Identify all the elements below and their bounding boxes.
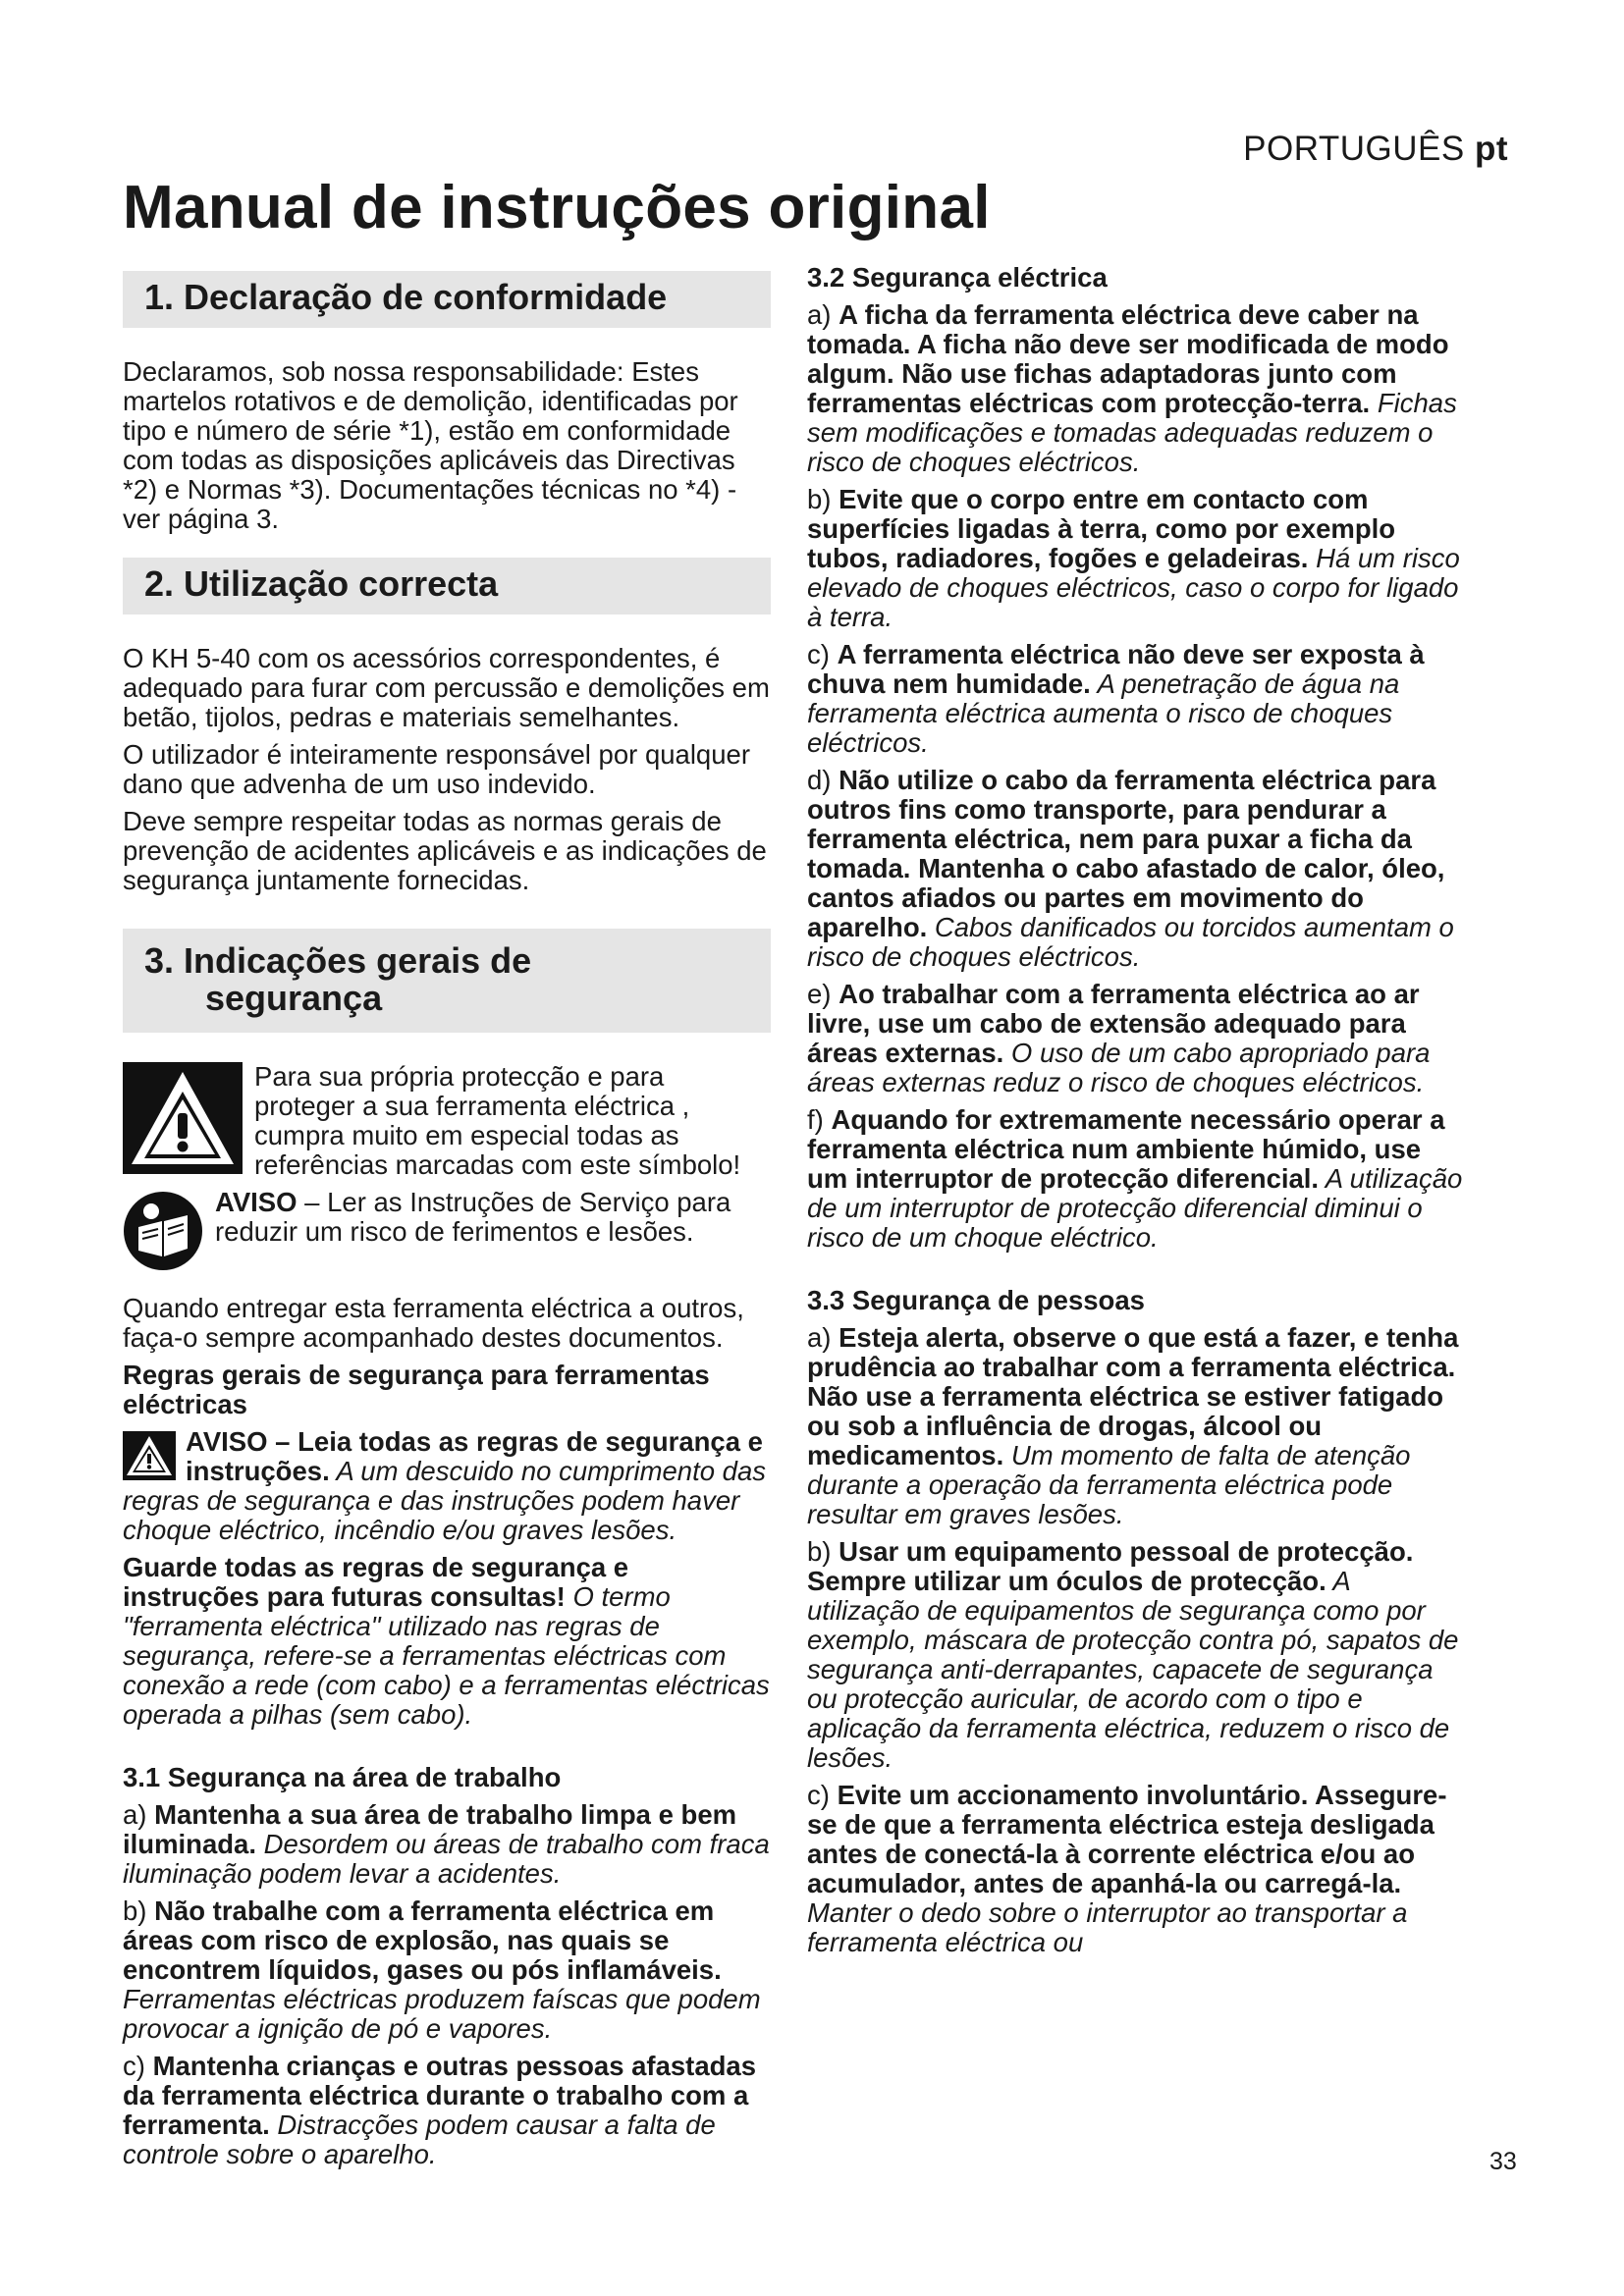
page-title: Manual de instruções original [123, 174, 991, 241]
read-manual-icon [123, 1188, 203, 1280]
section-2-heading: 2. Utilização correcta [123, 558, 771, 614]
section-1-heading: 1. Declaração de conformidade [123, 271, 771, 328]
s32-item-d: d) Não utilize o cabo da ferramenta eléctrica para outros fins como transporte, para pendurar a ferramenta eléctrica, nem para puxar a ficha da tomada. Mantenha o cabo afastado de calor, óleo, cantos afiados ou partes em movimento do aparelho. Cabos danificados ou torcidos aumentam o risco de choques eléctricos. [807, 765, 1454, 972]
s33-item-b: b) Usar um equipamento pessoal de protecção. Sempre utilizar um óculos de protecção. A utilização de equipamentos de segurança como por exemplo, máscara de protecção contra pó, sapatos de segurança anti-derrapantes, capacete de segurança ou protecção auricular, de acordo com o tipo e aplicação da ferramenta eléctrica, reduzem o risco de lesões. [807, 1536, 1459, 1773]
left-column [123, 271, 771, 2177]
right-column [807, 263, 1463, 1965]
rules-heading: Regras gerais de segurança para ferramentas eléctricas [123, 1360, 710, 1419]
s32-item-e: e) Ao trabalhar com a ferramenta eléctrica ao ar livre, use um cabo de extensão adequado para áreas externas. O uso de um cabo apropriado para áreas externas reduz o risco de choques eléctricos. [807, 979, 1431, 1097]
keep-rules: Guarde todas as regras de segurança e instruções para futuras consultas! O termo "ferramenta eléctrica" utilizado nas regras de segurança, refere-se a ferramentas eléctricas com conexão a rede (com cabo) e a ferramentas eléctricas operada a pilhas (sem cabo). [123, 1552, 770, 1730]
section-1-body: Declaramos, sob nossa responsabilidade: Estes martelos rotativos e de demolição, identificadas por tipo e número de série *1), estão em conformidade com todas as disposições aplicáveis das Directivas *2) e Normas *3). Documentações técnicas no *4) - ver página 3. [123, 356, 738, 534]
section-2-p2: O utilizador é inteiramente responsável por qualquer dano que advenha de um uso indevido. [123, 739, 750, 799]
page-number: 33 [1489, 2148, 1517, 2175]
warning-triangle-icon [123, 1062, 243, 1180]
section-3-1-heading: 3.1 Segurança na área de trabalho [123, 1762, 562, 1792]
warning-symbol-note: Para sua própria protecção e para proteger a sua ferramenta eléctrica , cumpra muito em especial todas as referências marcadas com este símbolo! [123, 1062, 771, 1180]
s32-item-c: c) A ferramenta eléctrica não deve ser exposta à chuva nem humidade. A penetração de água na ferramenta eléctrica aumenta o risco de choques eléctricos. [807, 639, 1425, 758]
section-2-p3: Deve sempre respeitar todas as normas gerais de prevenção de acidentes aplicáveis e as indicações de segurança juntamente fornecidas. [123, 806, 767, 895]
aviso-rules: AVISO – Leia todas as regras de segurança e instruções. A um descuido no cumprimento das regras de segurança e das instruções podem haver choque eléctrico, incêndio e/ou graves lesões. [123, 1426, 767, 1545]
section-2-p1: O KH 5-40 com os acessórios correspondentes, é adequado para furar com percussão e demolições em betão, tijolos, pedras e materiais semelhantes. [123, 643, 770, 732]
s31-item-b: b) Não trabalhe com a ferramenta eléctrica em áreas com risco de explosão, nas quais se encontrem líquidos, gases ou pós inflamáveis. Ferramentas eléctricas produzem faíscas que podem provocar a ignição de pó e vapores. [123, 1896, 761, 2044]
section-3-heading: 3. Indicações gerais de segurança [123, 929, 771, 1033]
s32-item-f: f) Aquando for extremamente necessário operar a ferramenta eléctrica num ambiente húmido, use um interruptor de protecção diferencial. A utilização de um interruptor de protecção diferencial diminui o risco de um choque eléctrico. [807, 1104, 1463, 1253]
s33-item-a: a) Esteja alerta, observe o que está a fazer, e tenha prudência ao trabalhar com a ferramenta eléctrica. Não use a ferramenta eléctrica se estiver fatigado ou sob a influência de drogas, álcool ou medicamentos. Um momento de falta de atenção durante a operação da ferramenta eléctrica pode resultar em graves lesões. [807, 1322, 1459, 1529]
s32-item-b: b) Evite que o corpo entre em contacto com superfícies ligadas à terra, como por exemplo tubos, radiadores, fogões e geladeiras. Há um risco elevado de choques eléctricos, caso o corpo for ligado à terra. [807, 484, 1460, 632]
section-3-2-heading: 3.2 Segurança eléctrica [807, 262, 1108, 293]
read-manual-note: AVISO – Ler as Instruções de Serviço para reduzir um risco de ferimentos e lesões. [123, 1188, 771, 1280]
warning-small-icon [123, 1431, 176, 1486]
handover-note: Quando entregar esta ferramenta eléctrica a outros, faça-o sempre acompanhado destes documentos. [123, 1293, 744, 1353]
section-3-3-heading: 3.3 Segurança de pessoas [807, 1285, 1145, 1315]
s31-item-c: c) Mantenha crianças e outras pessoas afastadas da ferramenta eléctrica durante o trabalho com a ferramenta. Distracções podem causar a falta de controle sobre o aparelho. [123, 2051, 757, 2169]
language-header: PORTUGUÊS pt [1243, 130, 1508, 168]
s32-item-a: a) A ficha da ferramenta eléctrica deve caber na tomada. A ficha não deve ser modificada de modo algum. Não use fichas adaptadoras junto com ferramentas eléctricas com protecção-terra. Fichas sem modificações e tomadas adequadas reduzem o risco de choques eléctricos. [807, 299, 1457, 477]
s31-item-a: a) Mantenha a sua área de trabalho limpa e bem iluminada. Desordem ou áreas de trabalho com fraca iluminação podem levar a acidentes. [123, 1799, 770, 1889]
s33-item-c: c) Evite um accionamento involuntário. Assegure-se de que a ferramenta eléctrica esteja desligada antes de conectá-la à corrente eléctrica e/ou ao acumulador, antes de apanhá-la ou carregá-la. Manter o dedo sobre o interruptor ao transportar a ferramenta eléctrica ou [807, 1780, 1447, 1957]
